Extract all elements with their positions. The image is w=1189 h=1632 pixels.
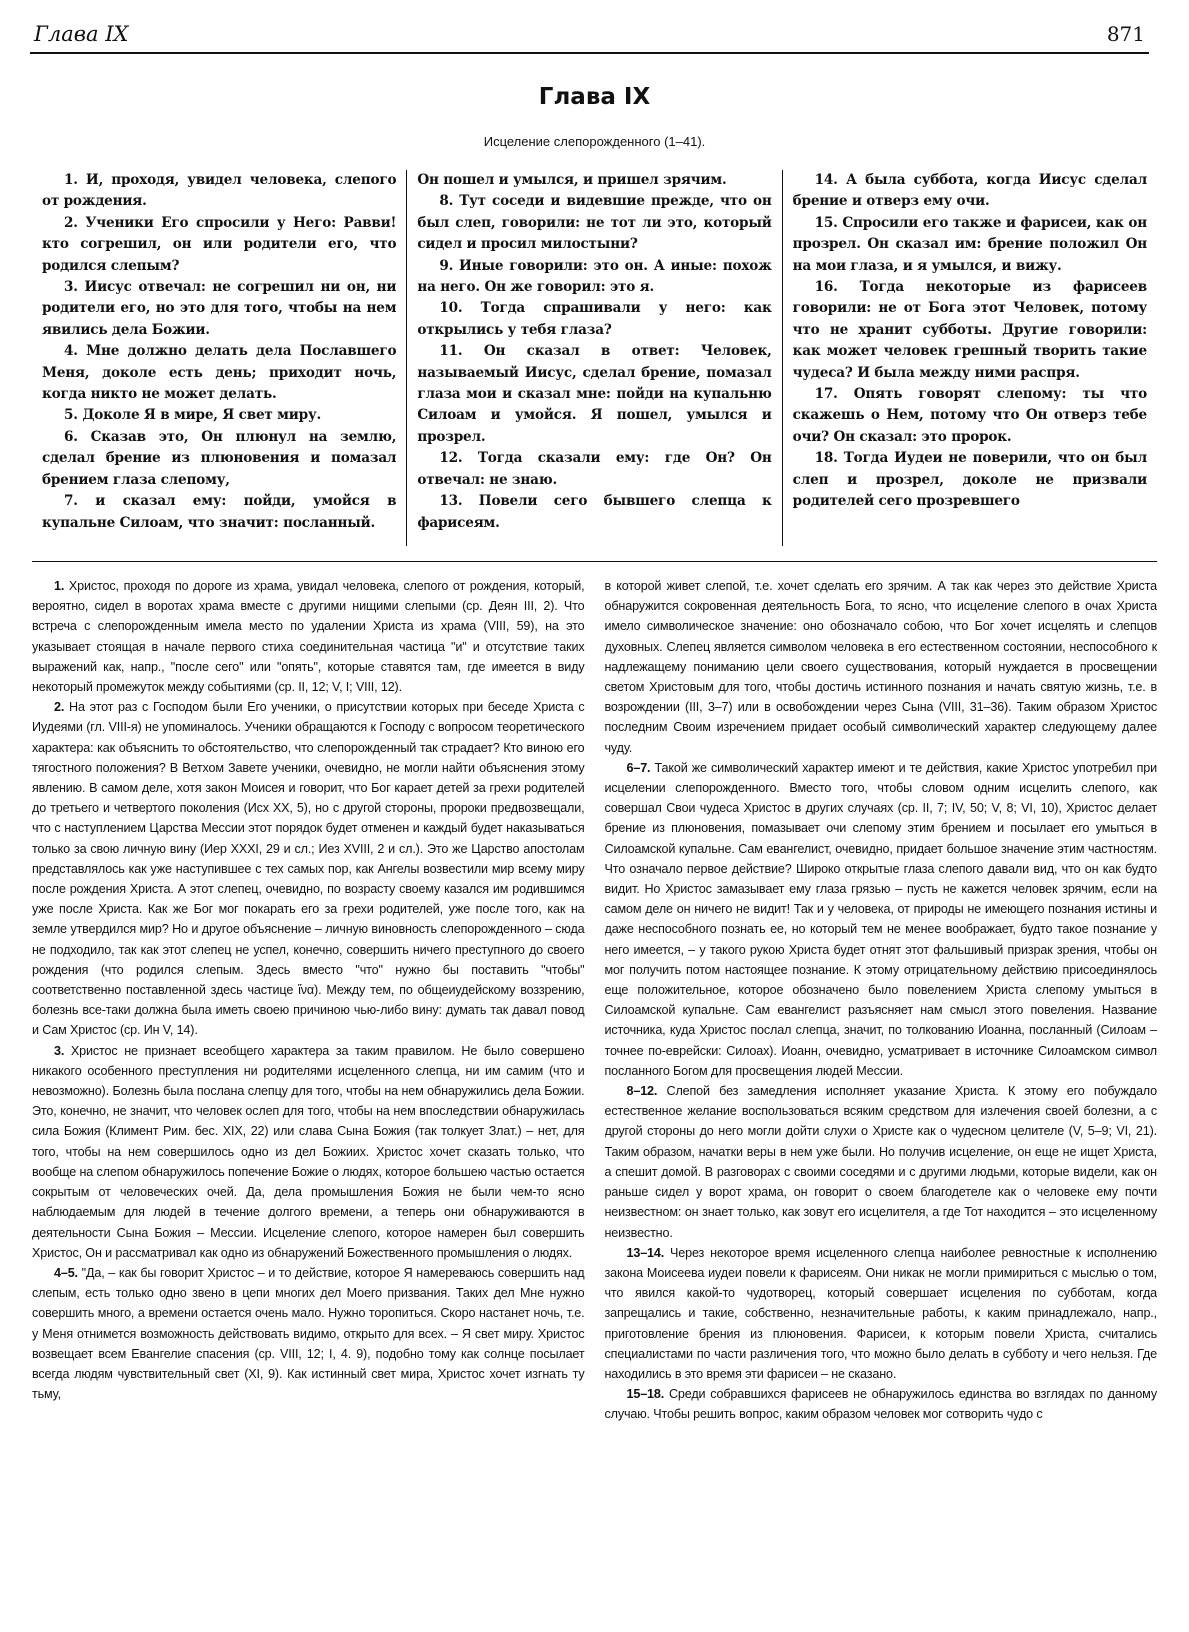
verse: 12. Тогда сказали ему: где Он? Он отвечал: не знаю. <box>417 450 772 488</box>
commentary-text: Среди собравшихся фарисеев не обнаружилось единства во взглядах по данному случаю. Чтобы решить вопрос, каким образом человек мог сотворить чудо с <box>604 1387 1157 1422</box>
commentary-paragraph <box>605 1243 1158 1384</box>
commentary-text: На этот раз с Господом были Его ученики, о присутствии которых при беседе Христа с Иудеями (гл. VIII-я) не упоминалось. Ученики обращаются к Господу с вопросом теоретического характера: как объяснить то обстоятельство, что слепорожденный так страдает? Кто виною его тягостного положения? В Ветхом Завете ученики, очевидно, не могли найти объяснения этому явлению. В самом деле, хотя закон Моисея и говорит, что Бог карает детей за грехи родителей до третьего и четвертого поколения (Исх XX, 5), но с другой стороны, пророки предвозвещали, что с наступлением Царства Мессии этот порядок будет отменен и каждый будет наказываться только за свою личную вину (Иер XXXI, 29 и сл.; Иез XVIII, 2 и сл.). Это же Царство апостолам представлялось как уже наступившее с тех самых пор, как Ангелы возвестили мир всему миру после рождения Христа. А этот слепец, очевидно, по возрасту своему казался им родившимся уже после Христа. Как же Бог мог покарать его за грехи родителей, уже после того, как на земле утвердился мир? Но и другое объяснение – личную виновность слепорожденного – сюда не подходило, так как этот слепец не успел, конечно, совершить ничего преступного до своего рождения (что родился слепым. Здесь вместо "что" нужно бы поставить "чтобы" соответственно поставленной здесь частице ἵνα). Между тем, по общеиудейскому воззрению, болезнь все-таки должна была иметь своею причиною чью-либо вину: думать так давал повод и Сам Христос (ср. Ин V, 14). <box>32 700 585 1038</box>
verse-column-3 <box>782 170 1157 546</box>
verse-continuation: Он пошел и умылся, и пришел зрячим. <box>417 172 727 188</box>
commentary-text: Христос, проходя по дороге из храма, увидал человека, слепого от рождения, который, вероятно, сидел в воротах храма вместе с другими нищими слепыми (ср. Деян III, 2). Что встреча с слепорожденным имела место по удалении Христа из храма (VIII, 59), на это указывает стоящая в начале первого стиха соединительная частица "и" и отсутствие таких выражений как, напр., "после сего" или "опять", которые ставятся там, где имеется в виду некоторый промежуток между событиями (ср. II, 12; V, I; VIII, 12). <box>32 579 585 695</box>
verse: 16. Тогда некоторые из фарисеев говорили: не от Бога этот Человек, потому что не хранит субботы. Другие говорили: как может человек грешный творить такие чудеса? И была между ними распря. <box>792 279 1147 381</box>
commentary-number: 6–7. <box>626 760 651 775</box>
verse: 7. и сказал ему: пойди, умойся в купальне Силоам, что значит: посланный. <box>42 493 397 531</box>
verse-column-1 <box>32 170 406 546</box>
commentary-paragraph <box>32 1263 585 1404</box>
verse-columns <box>32 170 1157 546</box>
verse: 17. Опять говорят слепому: ты что скажешь о Нем, потому что Он отверз тебе очи? Он сказал: это пророк. <box>792 386 1147 445</box>
commentary-text: Через некоторое время исцеленного слепца наиболее ревностные к исполнению закона Моисеева иудеи повели к фарисеям. Они никак не могли примириться с мыслью о том, что явился какой-то чудотворец, который совершает исцеления по субботам, когда запрещались и такие, собственно, незначительные работы, к каким принадлежало, напр., приготовление брения из плюновения. Фарисеи, к которым повели Христа, считались специалистами по части различения того, что можно было делать в субботу и чего нельзя. Где находились в это время эти фарисеи – не сказано. <box>604 1245 1157 1381</box>
commentary-number: 15–18. <box>626 1387 665 1402</box>
commentary-text: "Да, – как бы говорит Христос – и то действие, которое Я намереваюсь совершить над слепым, есть только одно звено в цепи многих дел Моего призвания. Таких дел Мне нужно совершить много, а времени остается очень мало. Нужно торопиться. Скоро настанет ночь, т.е. у Меня отнимется возможность действовать видимо, открыто для всех. – Я свет миру. Христос возвещает всем Евангелие спасения (ср. VIII, 12; I, 4. 9), подобно тому как солнце посылает всегда людям чувствительный свет (XI, 9). Как истинный свет мира, Христос хочет изгнать ту тьму, <box>32 1265 585 1402</box>
verse: 4. Мне должно делать дела Пославшего Меня, доколе есть день; приходит ночь, когда никто не может делать. <box>42 343 397 403</box>
commentary-number: 3. <box>54 1043 65 1058</box>
commentary-number: 8–12. <box>626 1084 658 1099</box>
verse: 5. Доколе Я в мире, Я свет миру. <box>64 407 322 424</box>
commentary-number: 4–5. <box>54 1265 78 1280</box>
commentary-paragraph <box>605 1384 1158 1424</box>
verse: 6. Сказав это, Он плюнул на землю, сделал брение из плюновения и помазал брением глаза слепому, <box>42 428 397 488</box>
commentary-text: Такой же символический характер имеют и те действия, какие Христос употребил при исцелении слепорожденного. Вместо того, чтобы словом одним исцелить слепого, как совершал Свои чудеса Христос в других случаях (ср. II, 7; IV, 50; V, 8; VI, 10), Христос делает брение из плюновения, помазывает очи слепому этим брением и посылает его умыться в Силоамской купальне. Сам евангелист, очевидно, придает большое значение этим частностям. Что означало первое действие? Широко открытые глаза слепого давали вид, что он как будто видит. Но Христос замазывает ему глаза грязью – пусть не кажется человек зрячим, если на самом деле он ничего не видит! Так и у человека, от природы не имеющего познания истины и даже неспособного познать ее, но который тем не менее воображает, будто такое познание у него имеется, – у такого рукою Христа будет отнят этот фальшивый призрак зрения, чтобы он мог получить потом настоящее познание. К этому отрицательному действию присоединялось еще положительное, которое обозначено было повелением Христа слепому умыться в Силоамской купальне. Сам евангелист разъясняет нам смысл этого повеления. Название источника, куда Христос послал слепца, значит, по толкованию Иоанна, посланный (Силоам – точнее по-еврейски: Силоах). Иоанн, очевидно, усматривает в источнике Силоамском символ посланного Богом для просвещения людей Мессии. <box>604 760 1157 1078</box>
running-header <box>30 22 1149 54</box>
verse: 3. Иисус отвечал: не согрешил ни он, ни родители его, но это для того, чтобы на нем явились дела Божии. <box>42 279 397 338</box>
chapter-subtitle: Исцеление слепорожденного (1–41). <box>483 134 706 149</box>
commentary-paragraph <box>32 697 585 1040</box>
verse: 10. Тогда спрашивали у него: как открылись у тебя глаза? <box>417 300 772 338</box>
verse: 1. И, проходя, увидел человека, слепого от рождения. <box>42 172 397 210</box>
commentary-paragraph <box>605 758 1158 1081</box>
commentary-number: 2. <box>54 700 65 715</box>
commentary-paragraph <box>605 1081 1158 1243</box>
commentary-text: Христос не признает всеобщего характера за таким правилом. Не было совершено никакого особенного преступления ни родителями исцеленного слепца, ни им самим (что и невозможно). Болезнь была послана слепцу для того, чтобы на нем обнаружились дела Божии. Это, конечно, не значит, что человек ослеп для того, чтобы на нем впоследствии обнаружилась сила Божия (Климент Рим. бес. XIX, 22) или слава Сына Божия (так толкует Злат.) – нет, для того, чтобы на нем совершилось одно из дел Божиих. Христос хочет сказать только, что вообще на слепом обнаружилось попечение Божие о людях, которое большею частью остается сокрытым от человеческих очей. Да, дела промышления Божия не были чем-то ясно наблюдаемым для людей в течение долгого времени, а теперь они обнаруживаются в деятельности Сына Божия – Мессии. Исцеление слепого, которое намерен был совершить Христос, Он и рассматривал как одно из обнаружений Божественного промышления о людях. <box>32 1043 585 1260</box>
commentary-text: Слепой без замедления исполняет указание Христа. К этому его побуждало естественное желание воспользоваться всяким средством для излечения своей болезни, а с другой стороны до него могли дойти слухи о Христе как о чудесном целителе (V, 5–9; VI, 21). Таким образом, начатки веры в нем уже были. Но получив исцеление, он еще не ищет Христа, а спешит домой. В разговорах с своими соседями и с другими людьми, которые видели, как он раньше сидел у ворот храма, он говорит о своем благодетеле как о человеке ему почти неизвестном: он знает только, как зовут его исцелителя, а где Тот находится – это исцеленному неизвестно. <box>604 1084 1157 1240</box>
verse-column-2 <box>406 170 781 546</box>
commentary-paragraph <box>32 576 585 697</box>
commentary-number: 1. <box>54 579 65 593</box>
verse: 11. Он сказал в ответ: Человек, называемый Иисус, сделал брение, помазал глаза мои и сказал мне: пойди на купальню Силоам и умойся. Я пошел, умылся и прозрел. <box>417 343 772 445</box>
verse: 14. А была суббота, когда Иисус сделал брение и отверз ему очи. <box>792 172 1147 210</box>
commentary-paragraph <box>32 1041 585 1263</box>
commentary-column-left <box>32 576 585 1622</box>
commentary-column-right <box>605 576 1158 1622</box>
verse: 9. Иные говорили: это он. А иные: похож на него. Он же говорил: это я. <box>417 257 772 296</box>
section-divider <box>32 561 1157 562</box>
commentary-columns <box>32 576 1157 1622</box>
verse: 8. Тут соседи и видевшие прежде, что он был слеп, говорили: не тот ли это, который сидел и просил милостыни? <box>417 193 772 253</box>
verse: 2. Ученики Его спросили у Него: Равви! кто согрешил, он или родители его, что родился слепым? <box>42 214 397 274</box>
verse: 15. Спросили его также и фарисеи, как он прозрел. Он сказал им: брение положил Он на мои глаза, и я умылся, и вижу. <box>792 214 1147 274</box>
commentary-number: 13–14. <box>626 1245 665 1260</box>
chapter-title: Глава IX <box>538 84 651 110</box>
commentary-continuation: в которой живет слепой, т.е. хочет сделать его зрячим. А так как через это действие Христа обнаружится сокровенная деятельность Бога, то ясно, что исцеление слепого в очах Христа имело символическое значение: оно обозначало собою, что Бог хочет исцелять и слепцов духовных. Слепец является символом человека в его естественном состоянии, неспособного к надлежащему пониманию цели своего существования, который нуждается в просвещении светом Христовым для того, чтобы достичь истинного познания и начать святую жизнь, т.е. в возрождении (III, 3–7) или в освобождении через Сына (VIII, 31–36). Таким образом Христос последним Своим изречением придает особый символический характер следующему далее чуду. <box>604 579 1157 755</box>
running-title: Глава IX <box>34 22 129 46</box>
verse: 13. Повели сего бывшего слепца к фарисеям. <box>417 493 772 531</box>
page-number: 871 <box>1106 22 1145 46</box>
verse: 18. Тогда Иудеи не поверили, что он был слеп и прозрел, доколе не призвали родителей сего прозревшего <box>792 450 1147 510</box>
